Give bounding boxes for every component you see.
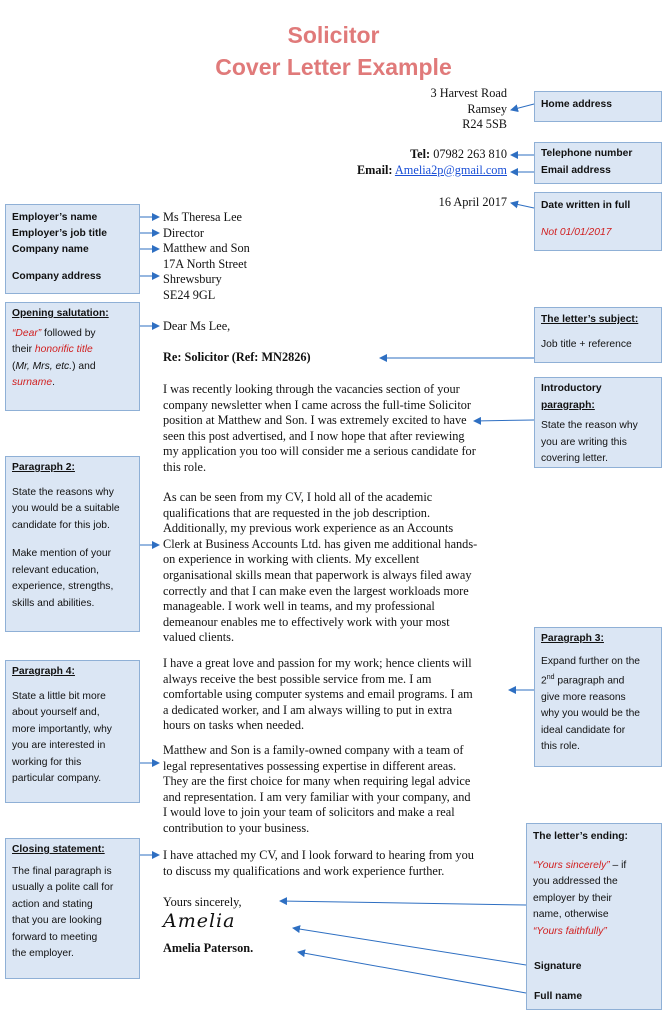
intro-heading: paragraph: xyxy=(541,399,595,411)
paragraph-line: always receive the best possible service from me. I am xyxy=(163,671,432,686)
closing-phrase: Yours sincerely, xyxy=(163,895,242,909)
letter-date: 16 April 2017 xyxy=(438,195,507,209)
employer-job-title-label: Employer’s job title xyxy=(12,228,107,239)
paragraph-line: my application you too will consider me a serious candidate for xyxy=(163,444,476,459)
recipient-postcode: SE24 9GL xyxy=(163,287,216,302)
paragraph-line: hours on tasks when needed. xyxy=(163,718,305,733)
note-line: about yourself and, xyxy=(12,707,100,718)
note-line: ideal candidate for xyxy=(541,724,626,736)
opening-text: followed by xyxy=(41,327,96,339)
opening-text: . xyxy=(52,377,55,388)
closing-heading: Closing statement: xyxy=(12,844,105,855)
note-line: Make mention of your xyxy=(12,548,112,559)
examples-note: Mr, Mrs, etc. xyxy=(15,360,73,372)
signature: Amelia xyxy=(163,910,236,932)
paragraph-line: qualifications that are requested in the job description. xyxy=(163,505,431,520)
paragraph-line: a dedicated worker, and I am always willing to put in extra xyxy=(163,702,453,717)
paragraph-line: They are the first choice for many when requiring legal advice xyxy=(163,774,471,789)
home-address-label: Home address xyxy=(541,99,612,110)
company-address-label: Company address xyxy=(12,271,102,282)
opening-heading: Opening salutation: xyxy=(12,308,109,319)
note-line: you addressed the xyxy=(533,876,618,887)
surname-note: surname xyxy=(12,377,53,388)
paragraph-line: I have attached my CV, and I look forward to hearing from you xyxy=(163,848,474,862)
arrow xyxy=(511,203,534,208)
recipient-name: Ms Theresa Lee xyxy=(163,210,242,224)
faithfully-note: “Yours faithfully” xyxy=(533,925,607,937)
opening-text: ( xyxy=(12,360,16,372)
note-line: you are writing this xyxy=(541,436,627,448)
paragraph-line: company newsletter when I came across the full-time Solicitor xyxy=(163,397,472,412)
dear-note: “Dear” xyxy=(12,327,42,339)
recipient-town: Shrewsbury xyxy=(163,272,222,287)
note-line: more importantly, why xyxy=(12,723,112,735)
arrow xyxy=(511,104,534,110)
subject-heading: The letter’s subject: xyxy=(541,314,639,325)
note-line: The final paragraph is xyxy=(12,865,112,877)
subject-note: Job title + reference xyxy=(541,338,632,350)
paragraph-line: contribution to your business. xyxy=(163,820,310,835)
arrow xyxy=(280,901,526,905)
note-line: you would be a suitable xyxy=(12,503,120,514)
email-label: Email: xyxy=(356,162,393,177)
note-line: name, otherwise xyxy=(533,909,609,920)
para3-heading: Paragraph 3: xyxy=(541,633,604,644)
paragraph-line: Clerk at Business Accounts Ltd. has given me additional hands- xyxy=(163,536,478,551)
note-text: – if xyxy=(609,859,627,871)
arrow xyxy=(298,952,526,993)
note-line: you are interested in xyxy=(12,740,106,751)
paragraph-line: I would love to join your team of solicitors and make a real xyxy=(163,805,455,820)
address-line: 3 Harvest Road xyxy=(430,86,507,100)
address-line: R24 5SB xyxy=(462,117,507,132)
opening-text: ) and xyxy=(72,360,96,372)
paragraph-line: organisational skills mean that paperwork is always filed away xyxy=(163,567,472,582)
paragraph-line: position at Matthew and Son. I was extremely excited to have xyxy=(163,413,467,428)
full-name-label: Full name xyxy=(534,991,583,1002)
note-line: that you are looking xyxy=(12,915,102,926)
company-name-label: Company name xyxy=(12,244,89,255)
paragraph-line: this role. xyxy=(163,459,207,474)
note-line: skills and abilities. xyxy=(12,597,95,609)
date-note: Not 01/01/2017 xyxy=(541,226,612,238)
note-line: action and stating xyxy=(12,898,93,910)
subject-line: Re: Solicitor (Ref: MN2826) xyxy=(163,350,311,364)
paragraph-line: correctly and that I can make even the largest workloads more xyxy=(163,583,469,598)
note-line: usually a polite call for xyxy=(12,882,114,893)
paragraph-line: comfortable using computer systems and email programs. I am xyxy=(163,687,473,702)
date-heading: Date written in full xyxy=(541,200,631,211)
intro-heading: Introductory xyxy=(541,383,602,394)
paragraph-line: on experience in working with clients. My excellent xyxy=(163,552,420,567)
note-line: the employer. xyxy=(12,948,74,959)
salutation: Dear Ms Lee, xyxy=(163,319,231,333)
para4-heading: Paragraph 4: xyxy=(12,666,75,677)
arrow xyxy=(474,420,534,421)
note-line: Expand further on the xyxy=(541,655,641,667)
paragraph-line: I have a great love and passion for my work; hence clients will xyxy=(163,656,472,670)
paragraph-line: Additionally, my previous work experience as an Accounts xyxy=(163,521,454,536)
tel-value: 07982 263 810 xyxy=(433,147,507,161)
ending-heading: The letter’s ending: xyxy=(533,831,628,842)
tel-label: Tel: xyxy=(410,147,431,161)
telephone-label: Telephone number xyxy=(541,148,633,159)
paragraph-line: I was recently looking through the vacancies section of your xyxy=(163,382,460,396)
note-line: why you would be the xyxy=(541,708,641,720)
note-text: paragraph and xyxy=(554,675,625,687)
note-line: State the reasons why xyxy=(12,486,114,498)
recipient-street: 17A North Street xyxy=(163,256,248,271)
note-line: candidate for this job. xyxy=(12,519,110,531)
note-line: employer by their xyxy=(533,892,612,904)
address-line: Ramsey xyxy=(467,101,507,116)
email-link[interactable]: Amelia2p@gmail.com xyxy=(394,162,507,177)
sincerely-note: “Yours sincerely” xyxy=(533,859,610,871)
signature-label: Signature xyxy=(534,961,582,972)
note-line: particular company. xyxy=(12,773,102,784)
note-line: covering letter. xyxy=(541,453,608,464)
paragraph-line: and representation. I am very familiar with your company, and xyxy=(163,789,471,804)
note-line: State a little bit more xyxy=(12,690,106,702)
paragraph-line: legal representatives possessing expertise in different areas. xyxy=(163,758,457,773)
paragraph-line: demeanour enables me to effectively work with your most xyxy=(163,614,450,629)
arrow xyxy=(293,928,526,965)
note-text: nd xyxy=(546,674,555,681)
paragraph-line: manageable. I work well in teams, and my professional xyxy=(163,599,435,614)
page-subtitle: Cover Letter Example xyxy=(215,54,452,80)
note-line: give more reasons xyxy=(541,691,626,703)
paragraph-line: Matthew and Son is a family-owned company with a team of xyxy=(163,743,464,757)
note-line: this role. xyxy=(541,741,580,753)
para2-heading: Paragraph 2: xyxy=(12,462,75,473)
paragraph-line: valued clients. xyxy=(163,630,235,645)
opening-text: their xyxy=(12,344,35,355)
note-line: experience, strengths, xyxy=(12,581,114,592)
paragraph-line: seen this post advertised, and I now hope that after reviewing xyxy=(163,428,465,443)
page-title: Solicitor xyxy=(287,22,380,48)
note-line: forward to meeting xyxy=(12,931,98,943)
note-line: relevant education, xyxy=(12,564,100,576)
note-line: State the reason why xyxy=(541,420,638,431)
note-text: 2 xyxy=(541,675,547,687)
employer-name-label: Employer’s name xyxy=(12,212,98,223)
recipient-company: Matthew and Son xyxy=(163,241,250,256)
full-name: Amelia Paterson. xyxy=(163,941,254,955)
email-address-label: Email address xyxy=(541,164,611,176)
honorific-note: honorific title xyxy=(34,344,93,355)
paragraph-line: to discuss my qualifications and work experience further. xyxy=(163,863,445,878)
recipient-title: Director xyxy=(163,225,204,240)
paragraph-line: As can be seen from my CV, I hold all of the academic xyxy=(163,490,433,504)
note-line: working for this xyxy=(12,756,82,768)
